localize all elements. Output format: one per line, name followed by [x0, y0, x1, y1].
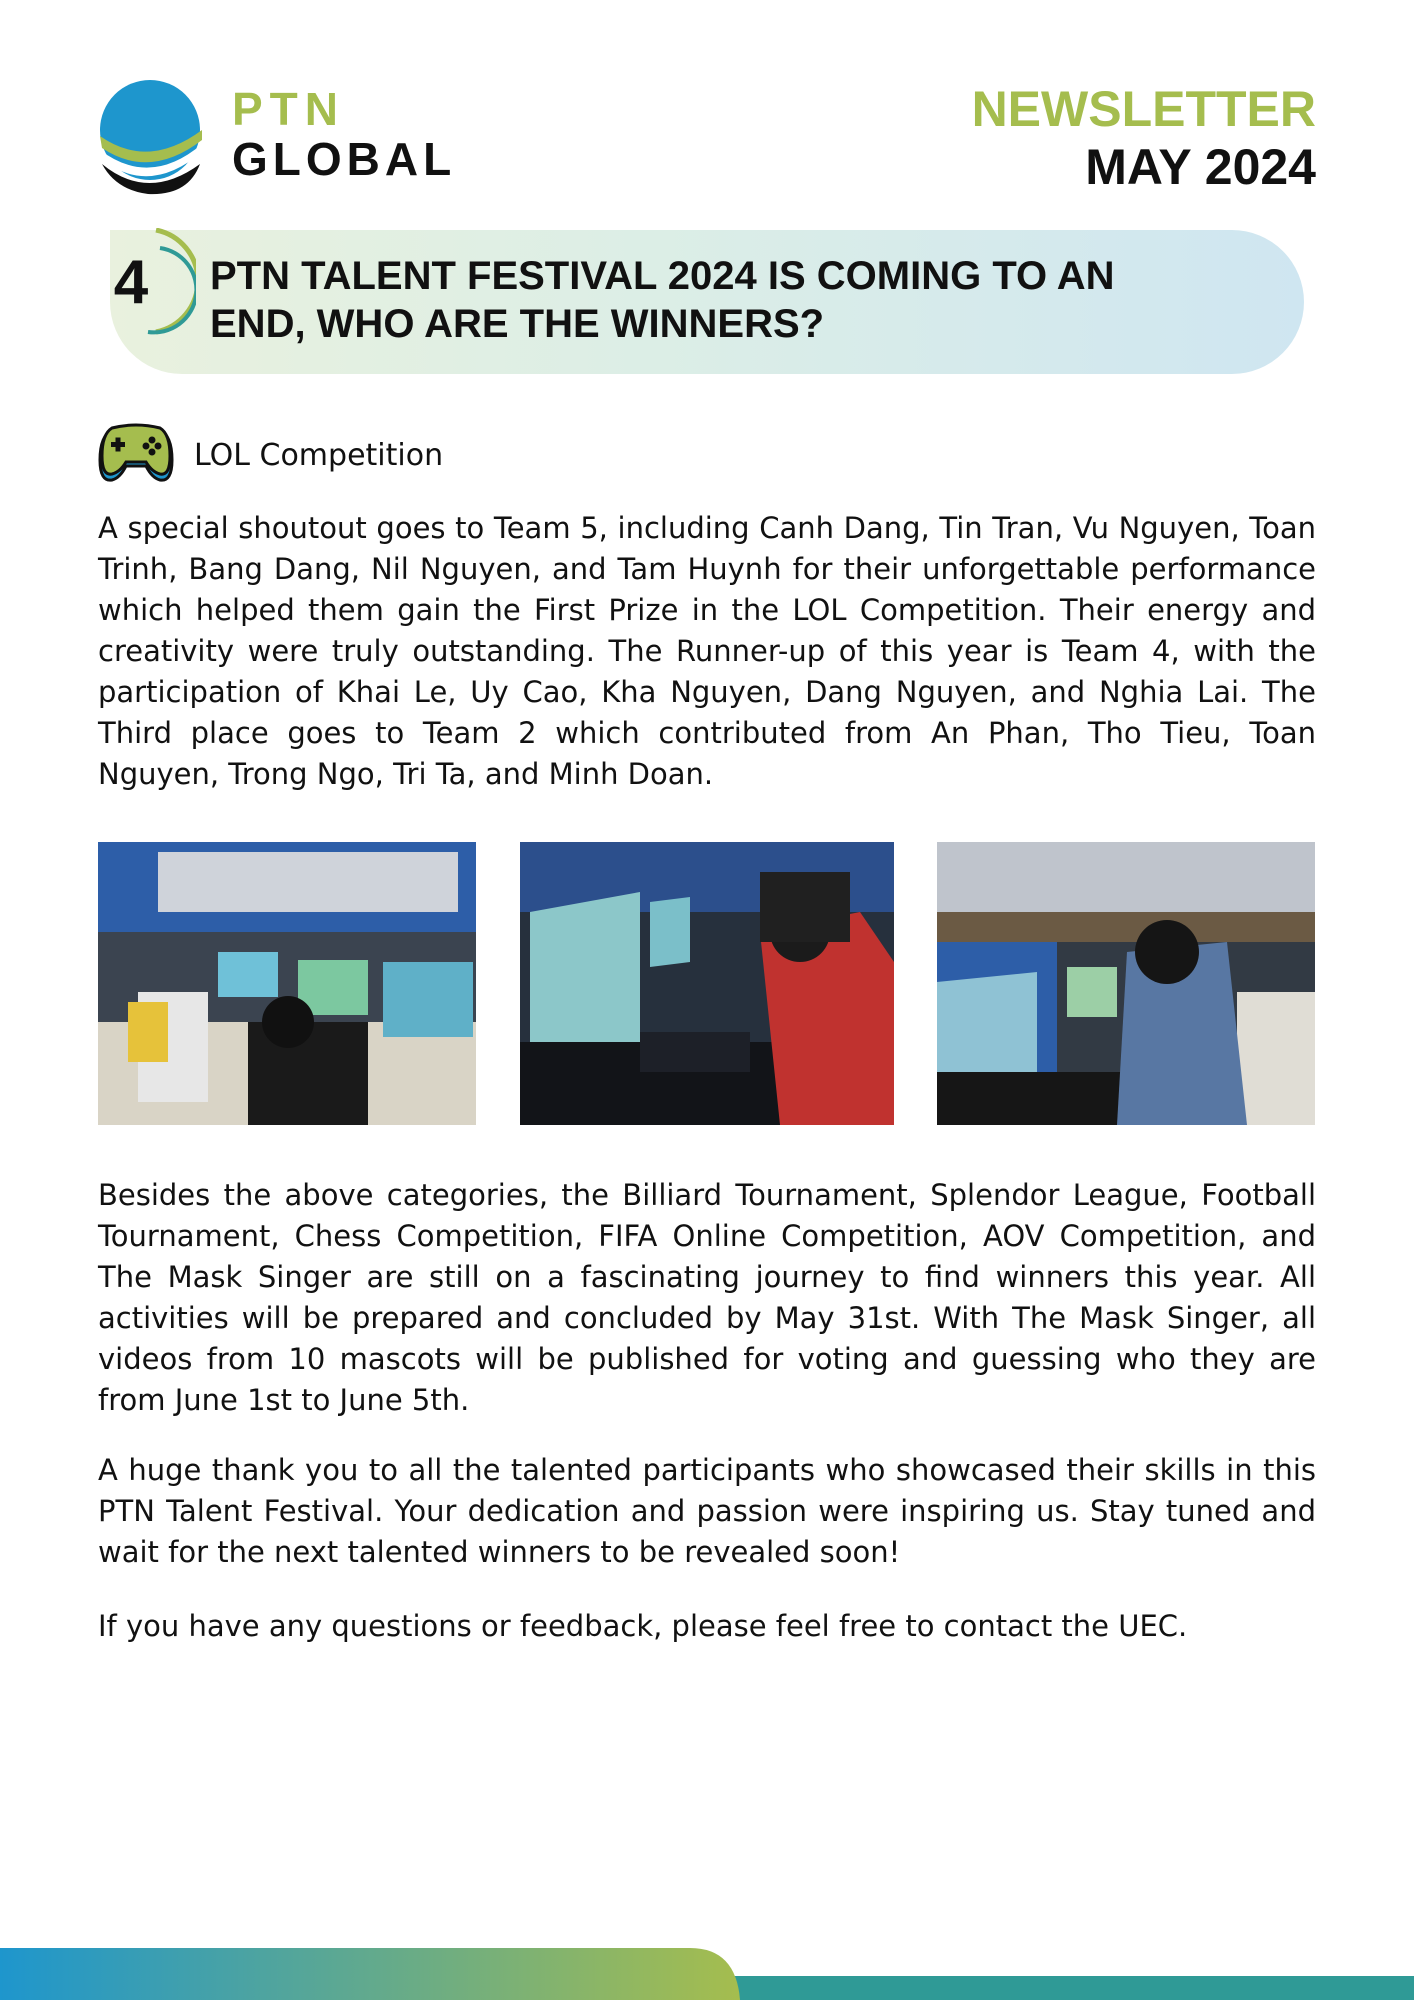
photo-gamers-right: [937, 842, 1315, 1125]
globe-logo-icon: [98, 78, 204, 196]
footer-gradient-bar: [0, 1948, 1414, 2000]
section-label: LOL Competition: [194, 437, 444, 473]
issue-date: MAY 2024: [1085, 139, 1316, 195]
gamepad-icon: [98, 422, 174, 488]
company-logo: [98, 78, 457, 196]
section-heading: [98, 420, 443, 490]
paragraph-other-categories: Besides the above categories, the Billiard Tournament, Splendor League, Football Tournament, Chess Competition, FIFA Online Competition, AOV Competition, and The Mask Singer are still on a fascinating journey to find winners this year. All activities will be prepared and concluded by May 31st. With The Mask Singer, all videos from 10 mascots will be published for voting and guessing who they are from June 1st to June 5th.: [98, 1178, 1316, 1417]
paragraph-thank-you: A huge thank you to all the talented participants who showcased their skills in this PTN Talent Festival. Your dedication and passion were inspiring us. Stay tuned and wait for the next talented winners to be revealed soon!: [98, 1453, 1316, 1569]
paragraph-contact: If you have any questions or feedback, please feel free to contact the UEC.: [98, 1609, 1188, 1643]
logo-global-text: GLOBAL: [232, 133, 457, 185]
logo-ptn-text: PTN: [232, 83, 345, 135]
photo-gamers-left: [98, 842, 476, 1125]
masthead: [972, 80, 1316, 196]
article-number: 4: [113, 248, 149, 317]
photo-gamers-center: [520, 842, 894, 1125]
article-title: PTN TALENT FESTIVAL 2024 IS COMING TO AN END, WHO ARE THE WINNERS?: [210, 254, 1115, 346]
newsletter-label: NEWSLETTER: [971, 81, 1316, 137]
paragraph-winners: A special shoutout goes to Team 5, including Canh Dang, Tin Tran, Vu Nguyen, Toan Trinh, Bang Dang, Nil Nguyen, and Tam Huynh for their unforgettable performance which helped them gain the First Prize in the LOL Competition. Their energy and creativity were truly outstanding. The Runner-up of this year is Team 4, with the participation of Khai Le, Uy Cao, Kha Nguyen, Dang Nguyen, and Nghia Lai. The Third place goes to Team 2 which contributed from An Phan, Tho Tieu, Toan Nguyen, Trong Ngo, Tri Ta, and Minh Doan.: [98, 511, 1316, 791]
